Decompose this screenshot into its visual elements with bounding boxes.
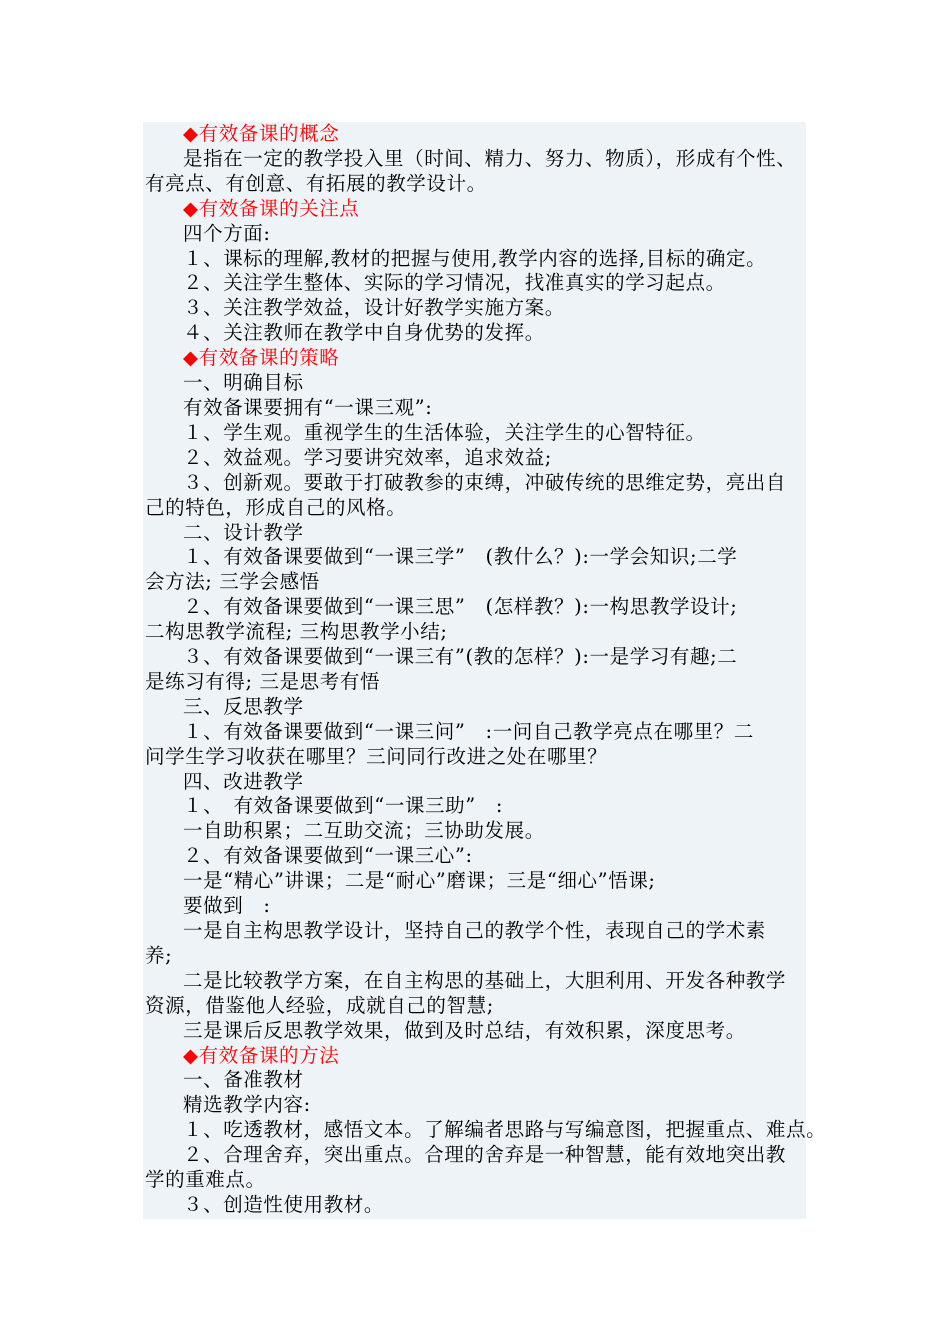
text-line: 是指在一定的教学投入里（时间、精力、努力、物质），形成有个性、 [183, 146, 797, 170]
text-line: ２、合理舍弃，突出重点。合理的舍弃是一种智慧，能有效地突出教 [183, 1143, 787, 1167]
text-line: 三是课后反思教学效果，做到及时总结，有效积累，深度思考。 [183, 1018, 746, 1042]
text-line: 己的特色，形成自己的风格。 [145, 495, 407, 519]
section-heading: ◆有效备课的策略 [183, 346, 340, 370]
text-line: ２、效益观。学习要讲究效率，追求效益; [183, 445, 552, 469]
text-line: 学的重难点。 [145, 1168, 266, 1192]
text-line: 精选教学内容: [183, 1093, 311, 1117]
text-line: １、吃透教材，感悟文本。了解编者思路与写编意图，把握重点、难点。 [183, 1118, 827, 1142]
text-line: 有亮点、有创意、有拓展的教学设计。 [145, 171, 487, 195]
text-line: ２、有效备课要做到“一课三心”: [183, 844, 473, 868]
text-line: ３、创造性使用教材。 [183, 1192, 385, 1216]
text-line: 一自助积累；二互助交流；三协助发展。 [183, 819, 545, 843]
text-line: 是练习有得; 三是思考有悟 [145, 669, 381, 693]
text-line: ４、关注教师在教学中自身优势的发挥。 [183, 321, 545, 345]
text-line: 二、设计教学 [183, 520, 304, 544]
text-line: 一是“精心”讲课；二是“耐心”磨课；三是“细心”悟课; [183, 869, 656, 893]
text-line: １、课标的理解,教材的把握与使用,教学内容的选择,目标的确定。 [183, 246, 767, 270]
text-line: ３、关注教学效益，设计好教学实施方案。 [183, 296, 565, 320]
text-line: １、有效备课要做到“一课三学” (教什么？):一学会知识;二学 [183, 545, 738, 569]
text-line: 会方法; 三学会感悟 [145, 570, 320, 594]
text-line: ２、有效备课要做到“一课三思” (怎样教？):一构思教学设计; [183, 595, 738, 619]
text-line: １、学生观。重视学生的生活体验，关注学生的心智特征。 [183, 420, 706, 444]
text-line: 问学生学习收获在哪里？三问同行改进之处在哪里？ [145, 744, 608, 768]
text-line: １、有效备课要做到“一课三问” :一问自己教学亮点在哪里？二 [183, 719, 755, 743]
text-line: 三、反思教学 [183, 694, 304, 718]
text-line: １、 有效备课要做到“一课三助” : [183, 794, 504, 818]
text-line: 有效备课要拥有“一课三观”: [183, 395, 433, 419]
text-line: 四、改进教学 [183, 769, 304, 793]
text-line: 资源，借鉴他人经验，成就自己的智慧; [145, 993, 494, 1017]
text-line: 四个方面: [183, 221, 271, 245]
text-line: 要做到 : [183, 894, 271, 918]
text-line: ３、有效备课要做到“一课三有”(教的怎样？):一是学习有趣;二 [183, 645, 738, 669]
text-line: 二是比较教学方案，在自主构思的基础上，大胆利用、开发各种教学 [183, 968, 787, 992]
text-line: 养; [145, 943, 173, 967]
text-line: ３、创新观。要敢于打破教参的束缚，冲破传统的思维定势，亮出自 [183, 470, 787, 494]
text-line: 一、备准教材 [183, 1068, 304, 1092]
section-heading: ◆有效备课的方法 [183, 1043, 340, 1067]
document-body [145, 122, 827, 1218]
text-line: 二构思教学流程; 三构思教学小结; [145, 620, 448, 644]
section-heading: ◆有效备课的关注点 [183, 196, 360, 220]
text-line: 一、明确目标 [183, 371, 304, 395]
text-line: 一是自主构思教学设计，坚持自己的教学个性，表现自己的学术素 [183, 919, 766, 942]
section-heading: ◆有效备课的概念 [183, 122, 340, 145]
text-line: ２、关注学生整体、实际的学习情况，找准真实的学习起点。 [183, 271, 726, 295]
